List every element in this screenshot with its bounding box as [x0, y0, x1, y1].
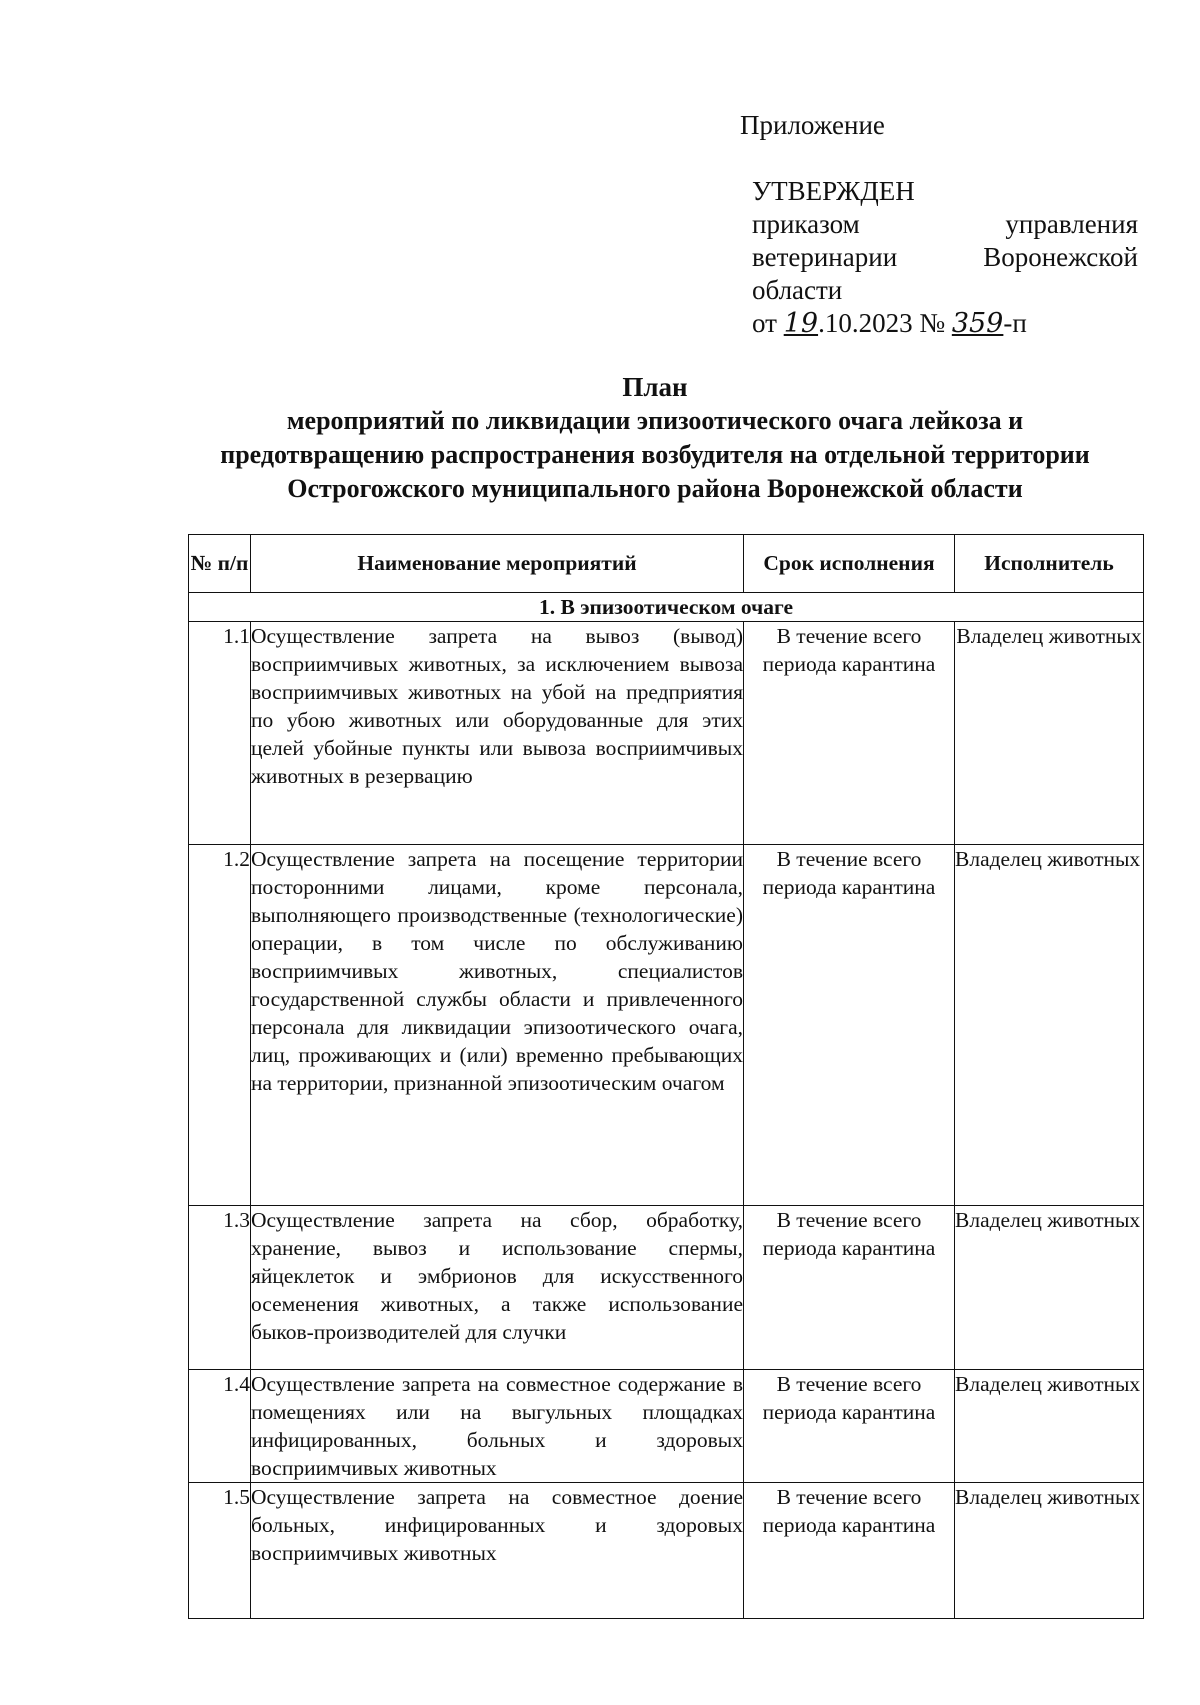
row-num: 1.1: [189, 622, 251, 845]
approval-block: [752, 175, 1138, 340]
order-vet: ветеринарии: [752, 242, 898, 272]
approved-label: УТВЕРЖДЕН: [752, 176, 915, 206]
row-name: Осуществление запрета на посещение территории посторонними лицами, кроме персонала, выполняющего производственные (технологические) операции, в том числе по обслуживанию восприимчивых животных, специалистов государственной службы области и привлеченного персонала для ликвидации эпизоотического очага, лиц, проживающих и (или) временно пребывающих на территории, признанной эпизоотическим очагом: [251, 845, 744, 1206]
approval-line-2: [752, 241, 1138, 274]
table-header-row: [189, 535, 1144, 593]
measures-table: [188, 534, 1144, 1619]
header-name: Наименование мероприятий: [251, 535, 744, 593]
header-num: № п/п: [189, 535, 251, 593]
row-term: В течение всего периода карантина: [744, 1483, 955, 1619]
document-title: [150, 370, 1160, 506]
row-exec: Владелец животных: [955, 1206, 1144, 1370]
row-exec: Владелец животных: [955, 622, 1144, 845]
order-word: приказом: [752, 209, 860, 239]
row-num: 1.4: [189, 1370, 251, 1483]
table-row: [189, 1206, 1144, 1370]
date-rest: .10.2023 №: [818, 308, 946, 338]
row-exec: Владелец животных: [955, 845, 1144, 1206]
table-row: [189, 845, 1144, 1206]
table-row: [189, 1370, 1144, 1483]
row-exec: Владелец животных: [955, 1483, 1144, 1619]
row-term: В течение всего периода карантина: [744, 1370, 955, 1483]
row-num: 1.5: [189, 1483, 251, 1619]
row-exec: Владелец животных: [955, 1370, 1144, 1483]
title-plan: План: [622, 372, 688, 402]
handwritten-order-number: 359: [951, 308, 1004, 339]
order-oblast: области: [752, 275, 843, 305]
row-name: Осуществление запрета на сбор, обработку, хранение, вывоз и использование спермы, яйцеклеток и эмбрионов для искусственного осеменения животных, а также использование быков-производителей для случки: [251, 1206, 744, 1370]
row-name: Осуществление запрета на совместное доение больных, инфицированных и здоровых восприимчивых животных: [251, 1483, 744, 1619]
header-exec: Исполнитель: [955, 535, 1144, 593]
order-suffix: -п: [1003, 308, 1027, 338]
order-region: Воронежской: [983, 242, 1138, 272]
section-row: [189, 593, 1144, 622]
row-name: Осуществление запрета на вывоз (вывод) восприимчивых животных, за исключением вывоза восприимчивых животных на убой на предприятия по убою животных или оборудованные для этих целей убойные пункты или вывоза восприимчивых животных в резервацию: [251, 622, 744, 845]
annex-label: Приложение: [740, 110, 885, 140]
row-term: В течение всего периода карантина: [744, 1206, 955, 1370]
header-term: Срок исполнения: [744, 535, 955, 593]
table-row: [189, 1483, 1144, 1619]
table-row: [189, 622, 1144, 845]
order-date-line: [752, 307, 1138, 340]
row-num: 1.2: [189, 845, 251, 1206]
section-title: 1. В эпизоотическом очаге: [189, 593, 1144, 622]
title-line-4: Острогожского муниципального района Воронежской области: [287, 474, 1023, 503]
row-num: 1.3: [189, 1206, 251, 1370]
approval-line-1: [752, 208, 1138, 241]
row-term: В течение всего периода карантина: [744, 622, 955, 845]
row-name: Осуществление запрета на совместное содержание в помещениях или на выгульных площадках инфицированных, больных и здоровых восприимчивых животных: [251, 1370, 744, 1483]
title-line-2: мероприятий по ликвидации эпизоотического очага лейкоза и: [286, 406, 1024, 435]
order-dept: управления: [1005, 209, 1138, 239]
row-term: В течение всего периода карантина: [744, 845, 955, 1206]
title-line-3: предотвращению распространения возбудителя на отдельной территории: [220, 440, 1090, 469]
handwritten-day: 19: [783, 308, 819, 339]
date-prefix: от: [752, 308, 777, 338]
